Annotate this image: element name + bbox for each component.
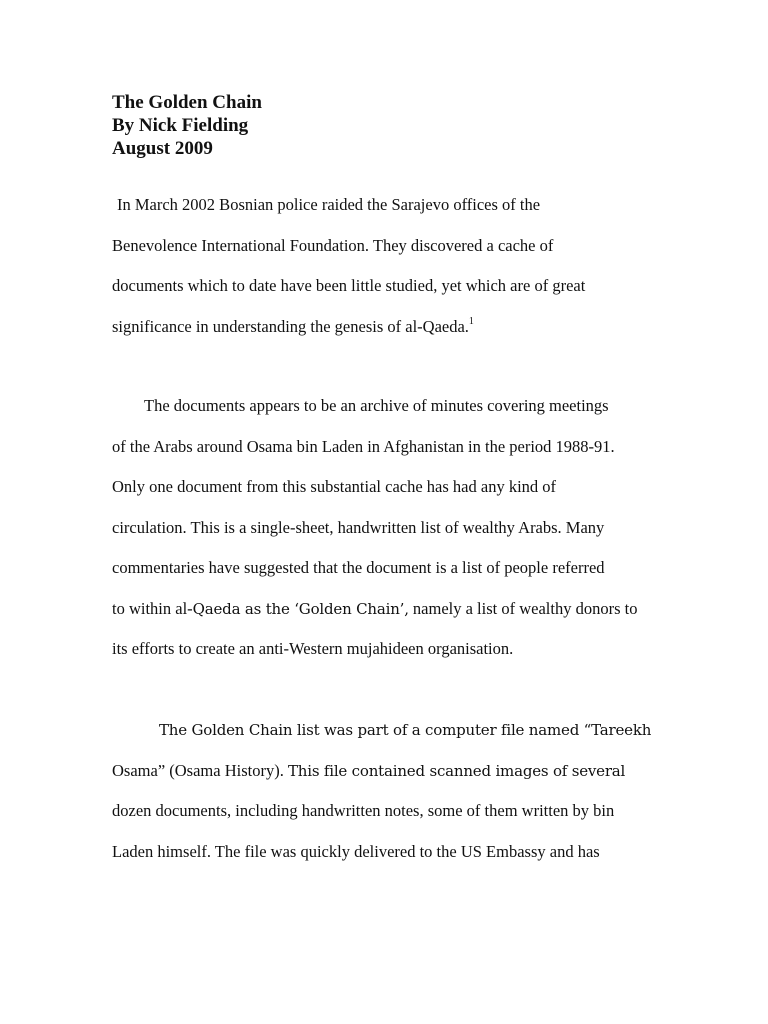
- paragraph-2-line: Only one document from this substantial cache has had any kind of: [112, 477, 557, 496]
- document-byline: By Nick Fielding: [112, 115, 249, 136]
- paragraph-2-line: of the Arabs around Osama bin Laden in Afghanistan in the period 1988-91.: [112, 436, 615, 456]
- paragraph-1-line: Benevolence International Foundation. They discovered a cache of: [112, 235, 554, 255]
- title-block: [112, 91, 512, 160]
- paragraph-3: [112, 710, 672, 872]
- paragraph-1-line: documents which to date have been little studied, yet which are of great: [112, 276, 586, 295]
- footnote-marker[interactable]: 1: [468, 315, 474, 327]
- paragraph-3-line-part: Osama” (Osama History).: [112, 760, 288, 780]
- paragraph-3-line: dozen documents, including handwritten notes, some of them written by bin: [112, 801, 615, 820]
- paragraph-3-line-part: This file contained scanned images of several: [287, 761, 626, 780]
- paragraph-2-line: its efforts to create an anti-Western mujahideen organisation.: [112, 639, 514, 658]
- paragraph-1: [112, 185, 672, 347]
- golden-chain-phrase: Qaeda as the ‘Golden Chain’,: [192, 599, 409, 618]
- paragraph-3-line: The Golden Chain list was part of a computer file named “Tareekh: [159, 721, 652, 739]
- paragraph-1-line-text: significance in understanding the genesis of al-Qaeda.: [112, 316, 469, 336]
- paragraph-2-line: [112, 589, 672, 630]
- paragraph-3-line: Laden himself. The file was quickly delivered to the US Embassy and has: [112, 841, 600, 861]
- document-date: August 2009: [112, 138, 213, 159]
- paragraph-2: [112, 386, 672, 670]
- paragraph-2-line-part: namely a list of wealthy donors to: [408, 598, 638, 618]
- paragraph-3-line: [112, 751, 672, 792]
- document-title: The Golden Chain: [112, 92, 262, 113]
- paragraph-2-line: commentaries have suggested that the document is a list of people referred: [112, 558, 605, 577]
- paragraph-2-line-part: to within al-: [112, 598, 193, 618]
- paragraph-1-line: [112, 307, 672, 348]
- paragraph-1-line: In March 2002 Bosnian police raided the Sarajevo offices of the: [117, 195, 541, 214]
- paragraph-2-line: circulation. This is a single-sheet, handwritten list of wealthy Arabs. Many: [112, 517, 605, 537]
- paragraph-2-line: The documents appears to be an archive of minutes covering meetings: [144, 396, 609, 415]
